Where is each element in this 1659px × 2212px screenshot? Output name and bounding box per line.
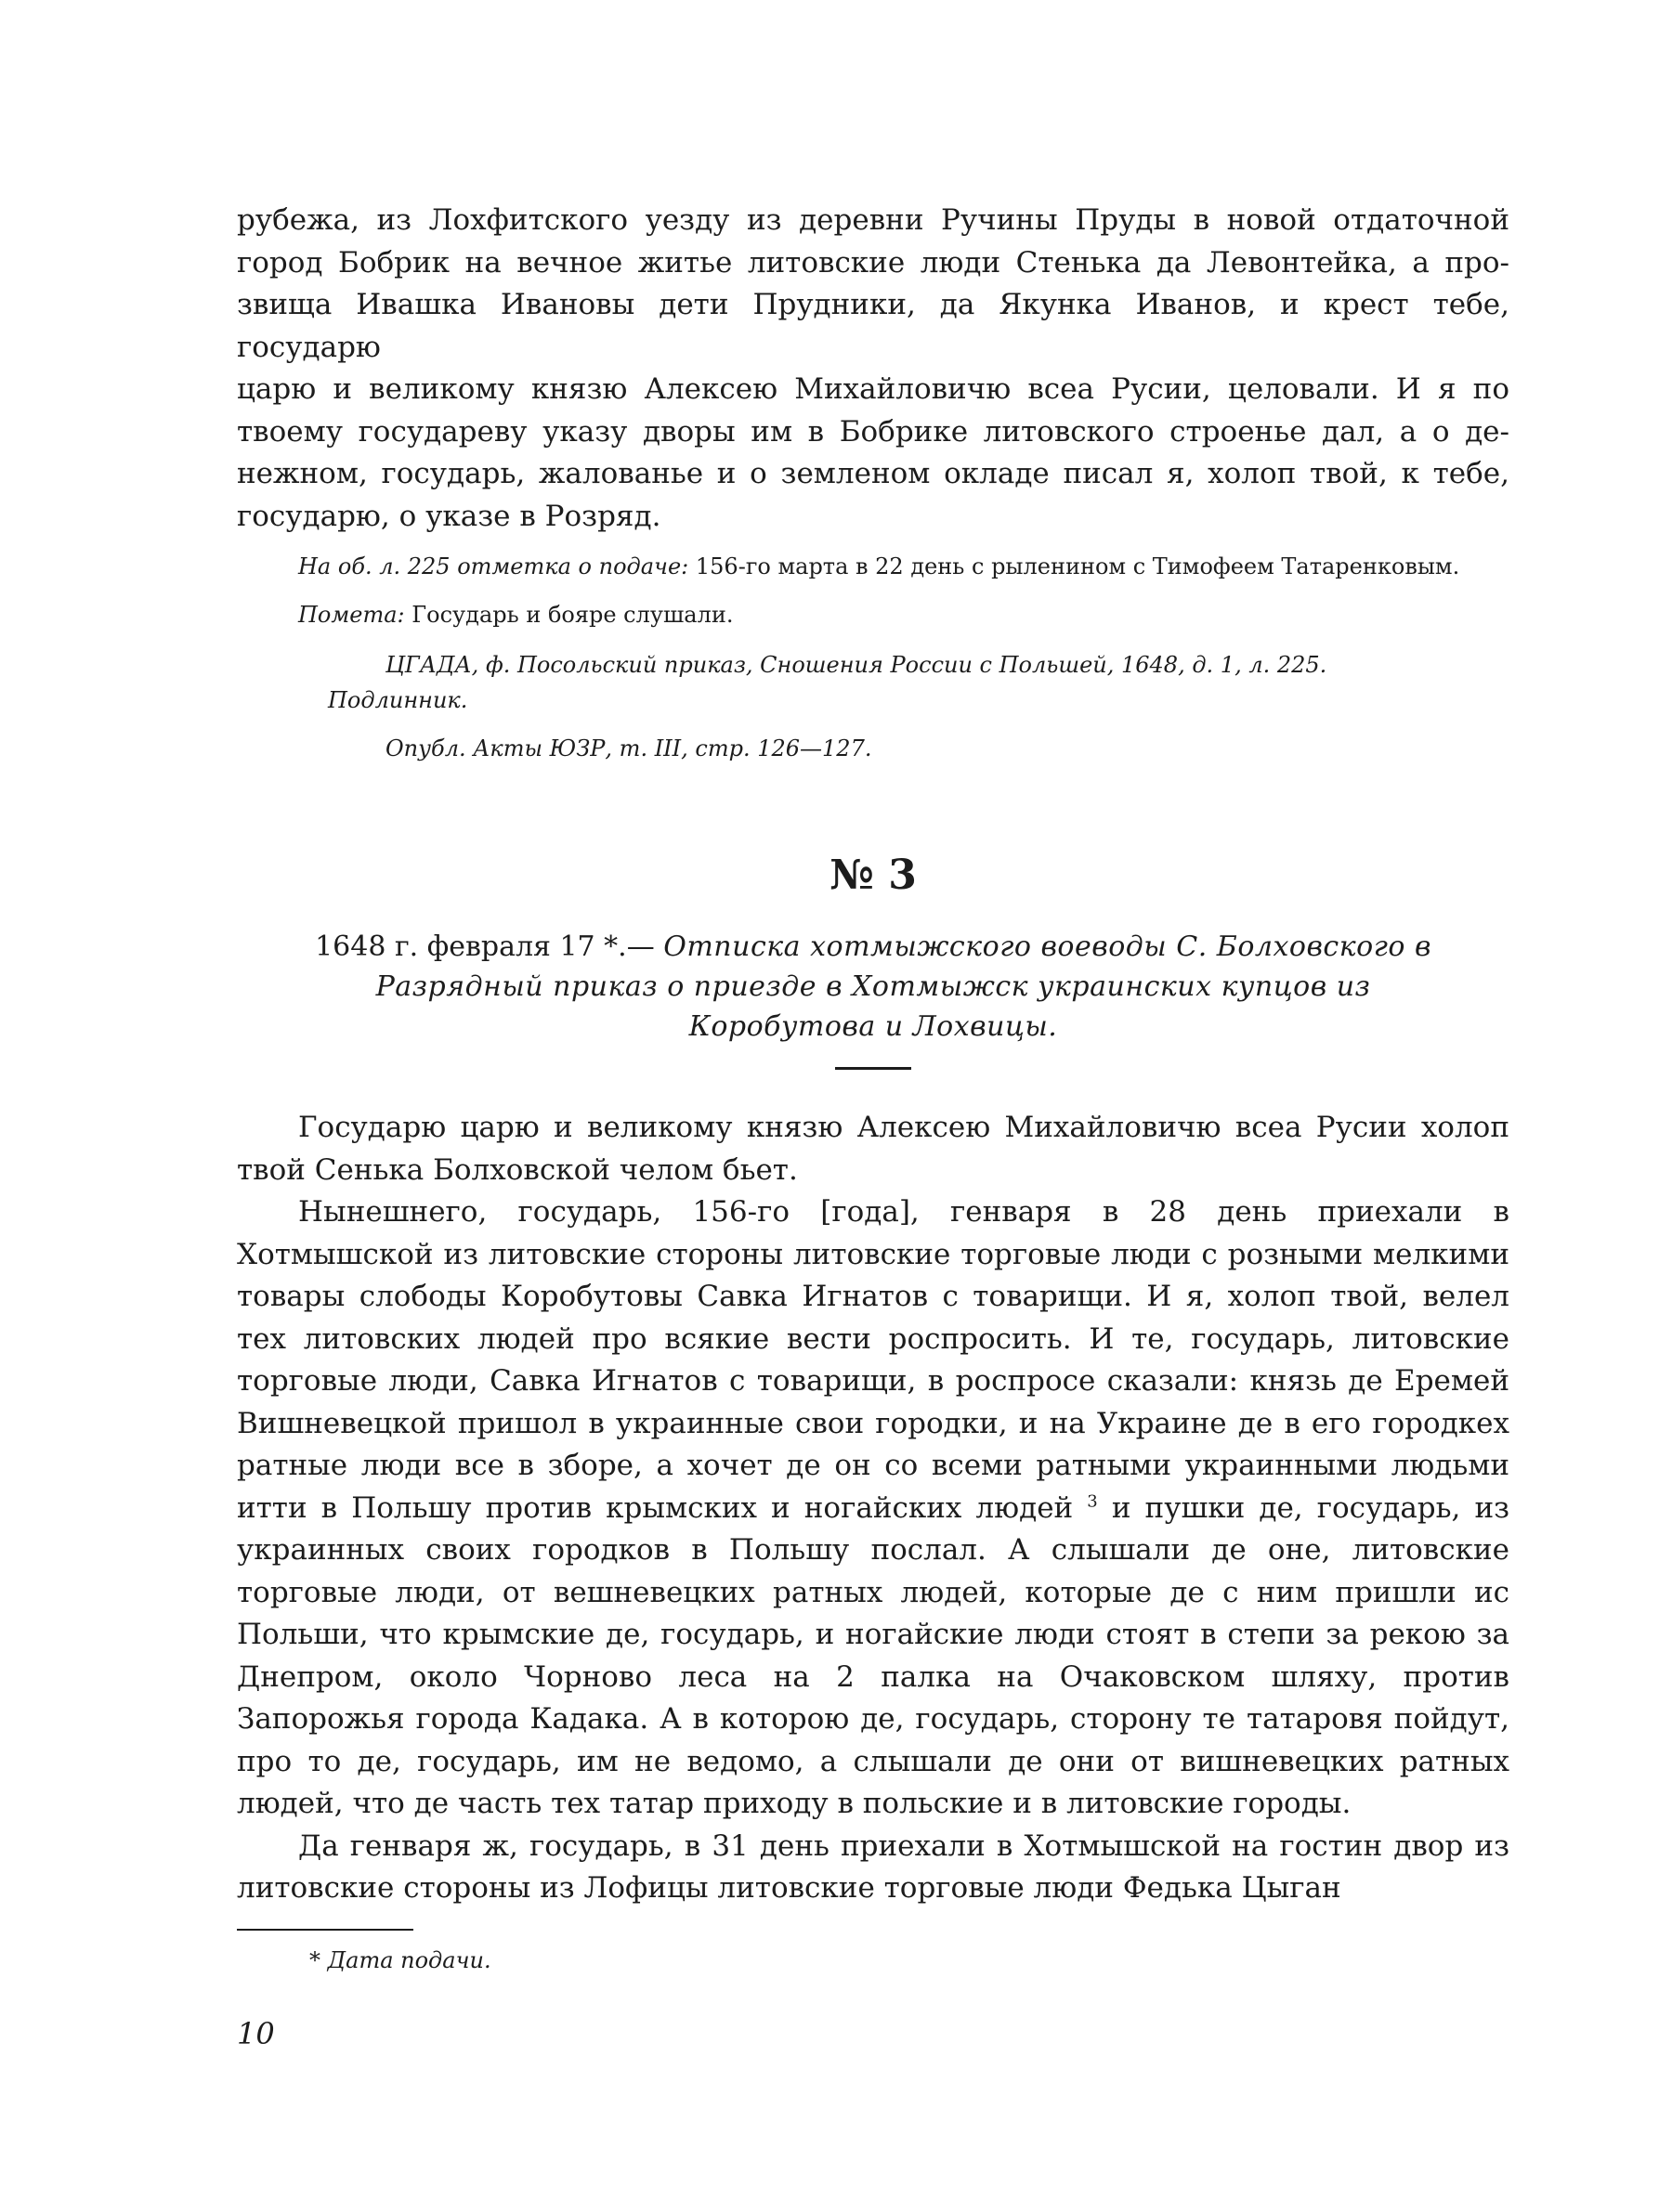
archive-source-original: Подлинник. xyxy=(328,687,468,713)
text-line: нежном, государь, жалованье и о земленом окладе писал я, холоп твой, к тебе, xyxy=(237,457,1509,490)
second-report-paragraph: Да генваря ж, государь, в 31 день приехали в Хотмышской на гостин двор из литовские стороны из Лофицы литовские торговые люди Федька Цыган xyxy=(237,1828,1509,1905)
report-paragraph xyxy=(237,1191,1509,1826)
document-page xyxy=(237,200,1509,2051)
pometa-label: Помета: xyxy=(298,602,405,628)
text-line: рубежа, из Лохфитского уезду из деревни Ручины Пруды в новой отдаточной xyxy=(237,203,1509,237)
pometa-note xyxy=(237,597,1509,632)
pometa-text: Государь и бояре слушали. xyxy=(404,602,734,628)
footnote-ref: 3 xyxy=(1087,1491,1098,1512)
document-date: 1648 г. февраля 17 *.— xyxy=(315,930,664,963)
archive-source xyxy=(237,647,1509,718)
publication-note: Опубл. Акты ЮЗР, т. III, стр. 126—127. xyxy=(385,735,872,761)
text-line: царю и великому князю Алексею Михайловичю всеа Русии, целовали. И я по xyxy=(237,372,1509,406)
report-text-part2: и пушки де, государь, из украинных своих городков в Польшу послал. А слышали де оне, литовские торговые люди, от вешневецких ратных людей, которые де с ним пришли ис Польши, что крымские де, государь, и ногайские люди стоят в степи за рекою за Днепром, около Чорново леса на 2 палка на Очаковском шляху, против Запорожья города Кадака. А в которою де, государь, сторону те татаровя пойдут, про то де, государь, им не ведомо, а слышали де они от вишневецких ратных людей, что де часть тех татар приходу в польские и в литовские городы. xyxy=(237,1490,1510,1820)
page-number: 10 xyxy=(237,2015,275,2051)
document-number: № 3 xyxy=(830,852,917,899)
submission-label: На об. л. 225 отметка о подаче: xyxy=(298,553,689,579)
submission-text: 156-го марта в 22 день с рыленином с Тимофеем Татаренковым. xyxy=(688,553,1460,579)
text-line: твоему государеву указу дворы им в Бобрике литовского строенье дал, а о де- xyxy=(237,414,1509,449)
text-line: город Бобрик на вечное житье литовские люди Стенька да Левонтейка, а про- xyxy=(237,245,1509,280)
report-text-part1: Нынешнего, государь, 156-го [года], генваря в 28 день приехали в Хотмышской из литовские стороны литовские торговые люди с розными мелкими товары слободы Коробутовы Савка Игнатов с товарищи. И я, холоп твой, велел тех литовских людей про всякие вести роспросить. И те, государь, литовские торговые люди, Савка Игнатов с товарищи, в роспросе сказали: князь де Еремей Вишневецкой пришол в украинные свои городки, и на Украине де в его городкех ратные люди все в зборе, а хочет де он со всеми ратными украинными людьми итти в Польшу против крымских и ногайских людей xyxy=(237,1195,1509,1525)
continued-paragraph xyxy=(237,200,1509,538)
document-heading xyxy=(237,927,1509,1047)
footnote: * Дата подачи. xyxy=(309,1946,491,1973)
archive-source-line: ЦГАДА, ф. Посольский приказ, Сношения России с Польшей, 1648, д. 1, л. 225. xyxy=(385,652,1327,678)
text-line: государю, о указе в Розряд. xyxy=(237,499,661,533)
submission-note xyxy=(237,549,1509,584)
text-line: звища Ивашка Ивановы дети Прудники, да Якунка Иванов, и крест тебе, государю xyxy=(237,288,1509,364)
address-paragraph: Государю царю и великому князю Алексею Михайловичю всеа Русии холоп твой Сенька Болховской челом бьет. xyxy=(237,1111,1509,1187)
document-title: Отписка хотмыжского воеводы С. Болховского в Разрядный приказ о приезде в Хотмыжск украинских купцов из Коробутова и Лохвицы. xyxy=(375,930,1431,1043)
